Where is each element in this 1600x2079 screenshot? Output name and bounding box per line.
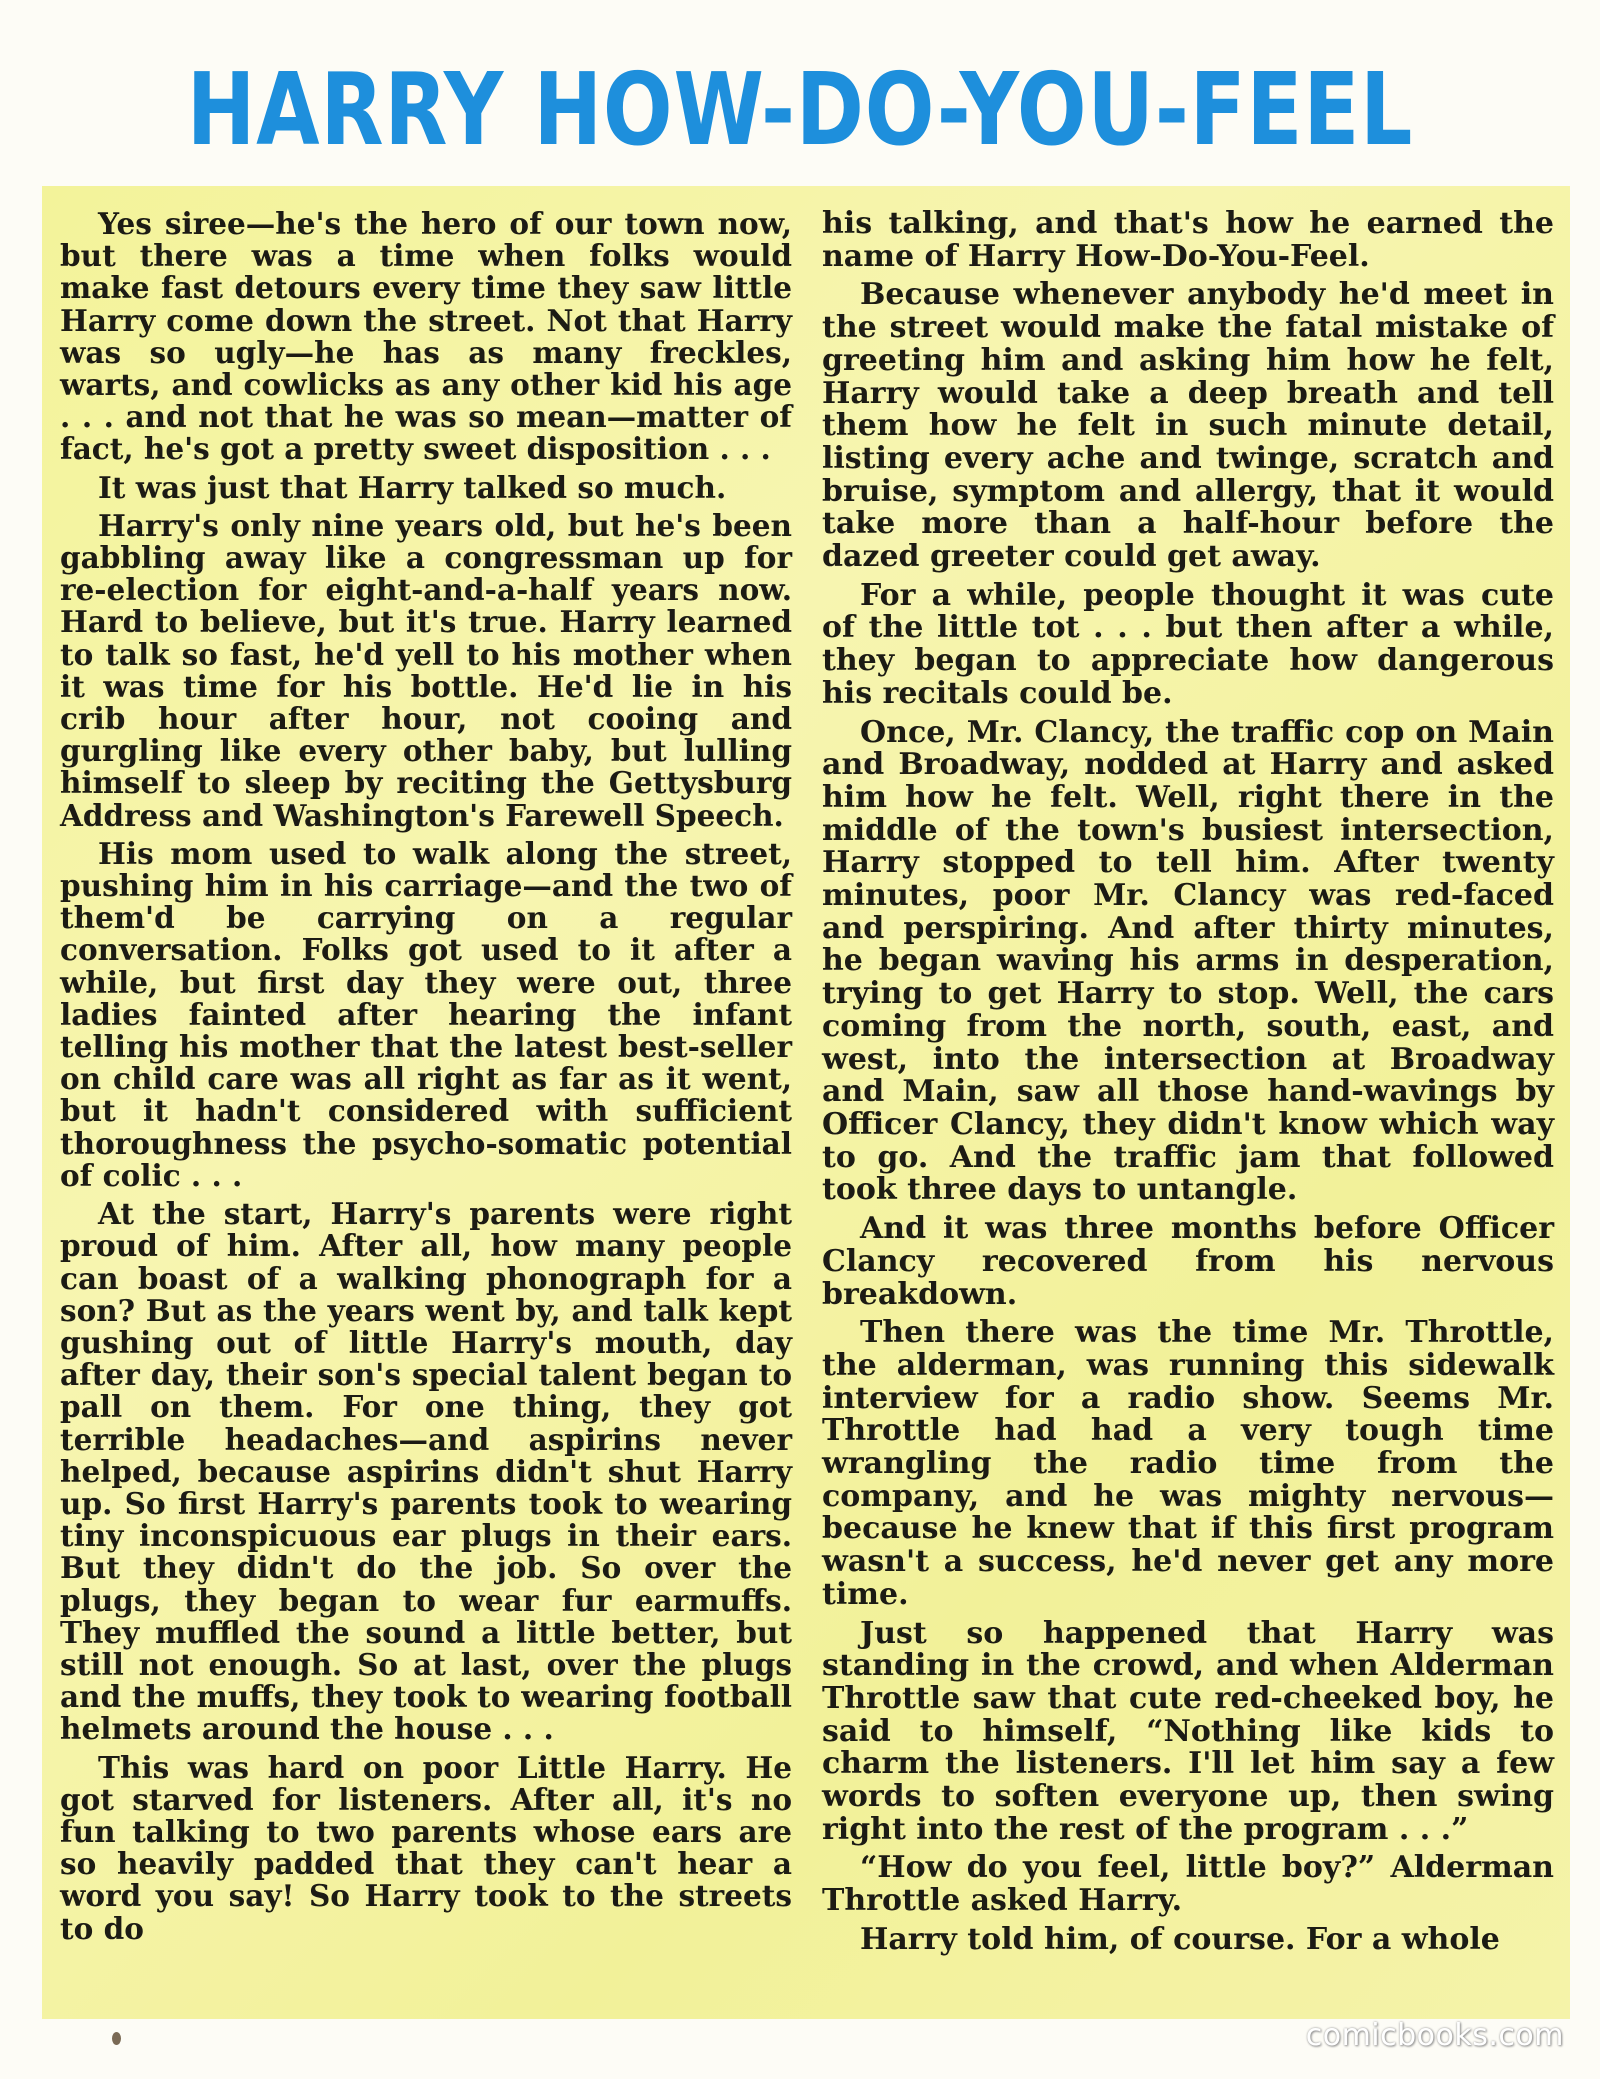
paragraph: Harry told him, of course. For a whole bbox=[860, 1921, 1500, 1957]
paragraph: This was hard on poor Little Harry. He got starved for listeners. After all, it's no fun talking to two parents whose ears are so heavily padded that they can't hear a word you say! So Harry took to the streets to do bbox=[60, 1749, 792, 1946]
ink-speck bbox=[112, 2032, 121, 2045]
paragraph: Because whenever anybody he'd meet in the street would make the fatal mistake of greeting him and asking him how he felt, Harry would take a deep breath and tell them how he felt in such minute detail, listing every ache and twinge, scratch and bruise, symptom and allergy, that it would take more than a half-hour before the dazed greeter could get away. bbox=[822, 277, 1554, 575]
paragraph: His mom used to walk along the street, pushing him in his carriage—and the two of them'd be carrying on a regular conversation. Folks got used to it after a while, but first day they were out, three ladies fainted after hearing the infant telling his mother that the latest best-seller on child care was all right as far as it went, but it hadn't considered with sufficient thoroughness the psycho-somatic potential of colic . . . bbox=[60, 835, 792, 1193]
paragraph: Once, Mr. Clancy, the traffic cop on Main and Broadway, nodded at Harry and asked him how he felt. Well, right there in the middle of the town's busiest intersection, Harry stopped to tell him. After twenty minutes, poor Mr. Clancy was red-faced and perspiring. And after thirty minutes, he began waving his arms in desperation, trying to get Harry to stop. Well, the cars coming from the north, south, east, and west, into the intersection at Broadway and Main, saw all those hand-wavings by Officer Clancy, they didn't know which way to go. And the traffic jam that followed took three days to untangle. bbox=[822, 714, 1554, 1208]
paragraph: For a while, people thought it was cute of the little tot . . . but then after a while, they began to appreciate how dangerous his recitals could be. bbox=[822, 577, 1554, 711]
paragraph: “How do you feel, little boy?” Alderman Throttle asked Harry. bbox=[822, 1850, 1554, 1919]
paragraph: Harry's only nine years old, but he's been gabbling away like a congressman up for re-election for eight-and-a-half years now. Hard to believe, but it's true. Harry learned to talk so fast, he'd yell to his mother when it was time for his bottle. He'd lie in his crib hour after hour, not cooing and gurgling like every other baby, but lulling himself to sleep by reciting the Gettysburg Address and Washington's Farewell Speech. bbox=[60, 507, 792, 833]
watermark: comicbooks.com bbox=[1305, 2018, 1564, 2053]
paragraph: And it was three months before Officer Clancy recovered from his nervous breakdown. bbox=[822, 1211, 1554, 1312]
paragraph: Just so happened that Harry was standing in the crowd, and when Alderman Throttle saw that cute red-cheeked boy, he said to himself, “Nothing like kids to charm the listeners. I'll let him say a few words to soften everyone up, then swing right into the rest of the program . . .” bbox=[822, 1615, 1554, 1847]
paragraph-continuation: his talking, and that's how he earned the name of Harry How-Do-You-Feel. bbox=[822, 206, 1554, 274]
paragraph: At the start, Harry's parents were right proud of him. After all, how many people can boast of a walking phonograph for a son? But as the years went by, and talk kept gushing out of little Harry's mouth, day after day, their son's special talent began to pall on them. For one thing, they got terrible headaches—and aspirins never helped, because aspirins didn't shut Harry up. So first Harry's parents took to wearing tiny inconspicuous ear plugs in their ears. But they didn't do the job. So over the plugs, they began to wear fur earmuffs. They muffled the sound a little better, but still not enough. So at last, over the plugs and the muffs, they took to wearing football helmets around the house . . . bbox=[60, 1196, 792, 1747]
paragraph: It was just that Harry talked so much. bbox=[98, 469, 727, 505]
text-panel bbox=[42, 186, 1570, 2019]
left-column bbox=[60, 208, 792, 1951]
paragraph: Yes siree—he's the hero of our town now, but there was a time when folks would make fast detours every time they saw little Harry come down the street. Not that Harry was so ugly—he has as many freckles, warts, and cowlicks as any other kid his age . . . and not that he was so mean—matter of fact, he's got a pretty sweet disposition . . . bbox=[60, 206, 792, 467]
right-column bbox=[822, 208, 1554, 1963]
story-title: HARRY HOW-DO-YOU-FEEL bbox=[186, 51, 1414, 168]
paragraph: Then there was the time Mr. Throttle, the alderman, was running this sidewalk interview for a radio show. Seems Mr. Throttle had had a very tough time wrangling the radio time from the company, and he was mighty nervous—because he knew that if this first program wasn't a success, he'd never get any more time. bbox=[822, 1315, 1554, 1612]
